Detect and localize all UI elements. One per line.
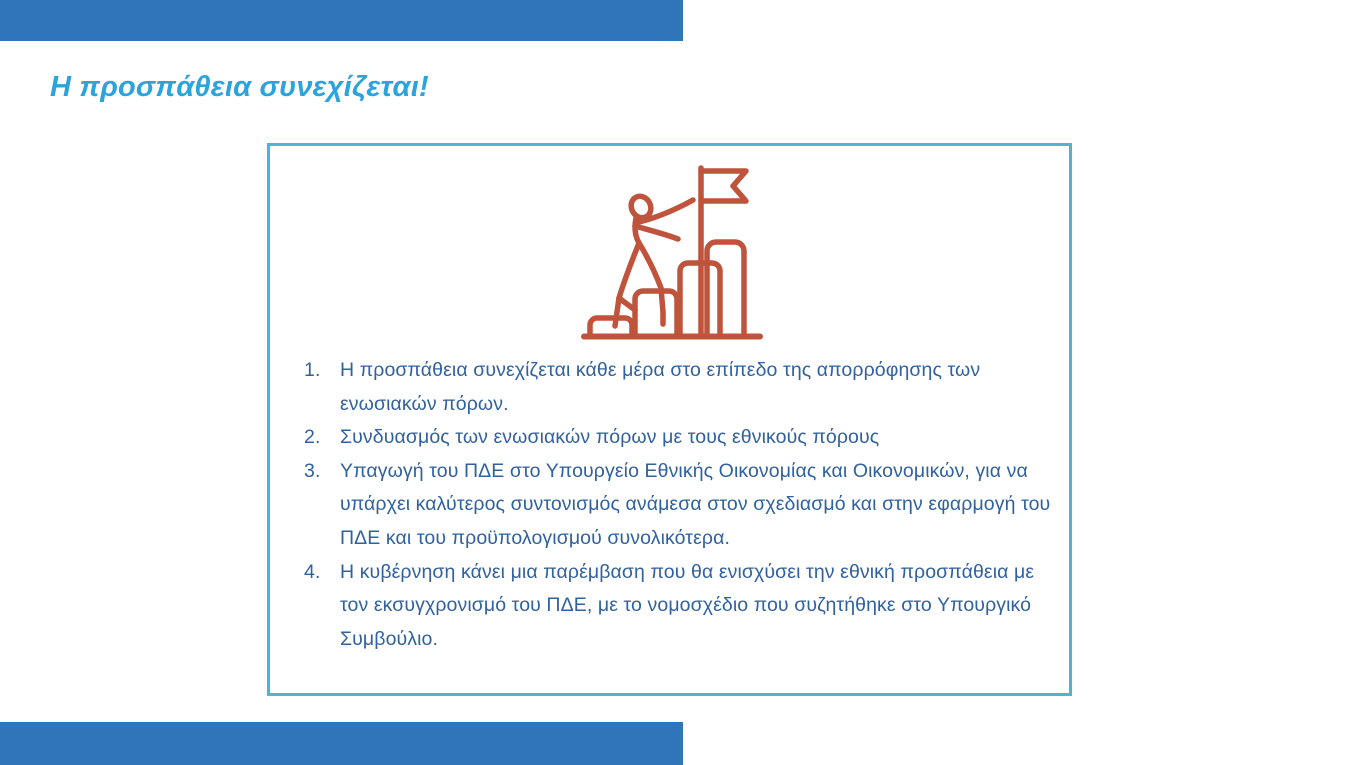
bottom-accent-bar — [0, 722, 683, 765]
numbered-list — [296, 354, 1056, 656]
list-item-text: Υπαγωγή του ΠΔΕ στο Υπουργείο Εθνικής Οικονομίας και Οικονομικών, για να υπάρχει καλύτερος συντονισμός ανάμεσα στον σχεδιασμό και στην εφαρμογή του ΠΔΕ και του προϋπολογισμού συνολικότερα. — [340, 459, 1051, 549]
list-item-text: Η κυβέρνηση κάνει μια παρέμβαση που θα ενισχύσει την εθνική προσπάθεια με τον εκσυγχρονισμό του ΠΔΕ, με το νομοσχέδιο που συζητήθηκε στο Υπουργικό Συμβούλιο. — [340, 560, 1035, 650]
list-item-text: Η προσπάθεια συνεχίζεται κάθε μέρα στο επίπεδο της απορρόφησης των ενωσιακών πόρων. — [340, 359, 981, 415]
list-item-text: Συνδυασμός των ενωσιακών πόρων με τους εθνικούς πόρους — [340, 426, 880, 449]
list-item — [296, 354, 1056, 421]
list-item — [296, 421, 1056, 455]
list-item — [296, 556, 1056, 657]
numbered-list-area — [296, 354, 1056, 656]
list-item — [296, 455, 1056, 556]
page-title: Η προσπάθεια συνεχίζεται! — [50, 71, 429, 103]
person-climbing-steps-to-flag-icon — [577, 160, 767, 345]
top-accent-bar — [0, 0, 683, 41]
content-card — [267, 143, 1072, 696]
